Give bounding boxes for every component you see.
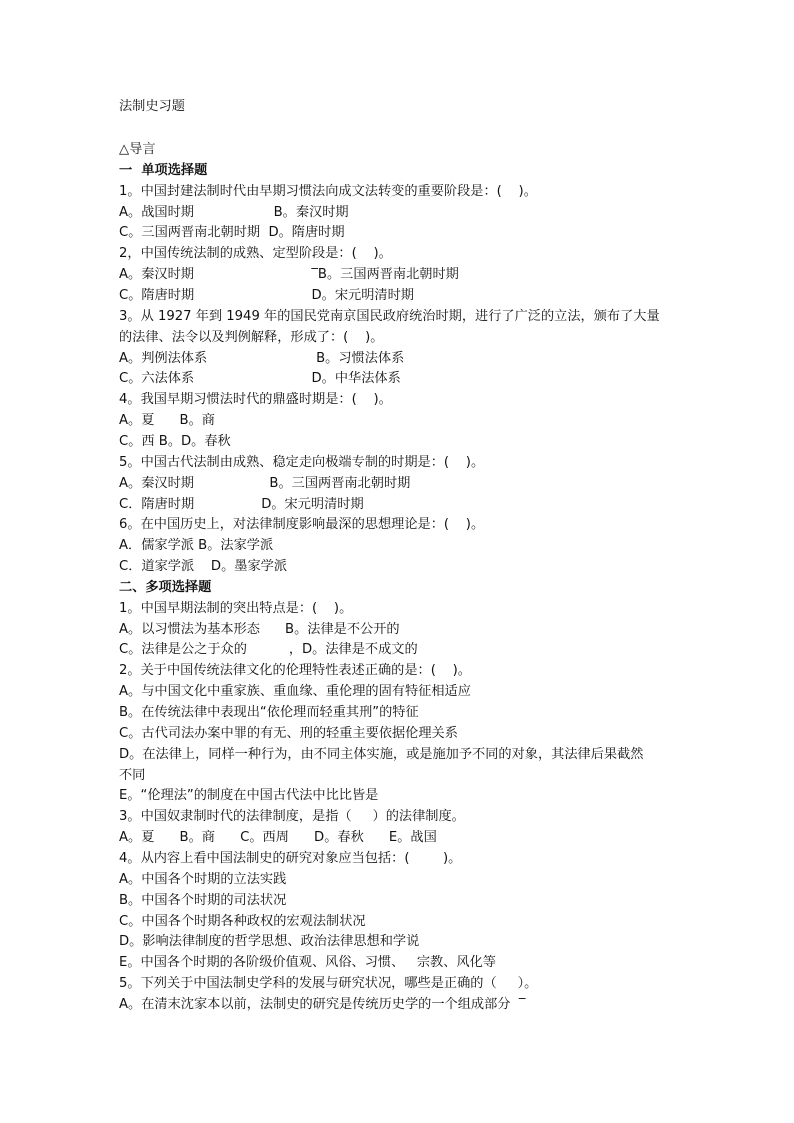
text-line: D。影响法律制度的哲学思想、政治法律思想和学说 (119, 934, 420, 950)
text-line: B。中国各个时期的司法状况 (119, 892, 287, 908)
text-line: 1。中国早期法制的突出特点是：( )。 (119, 600, 353, 616)
text-line: C。西 B。D。春秋 (119, 433, 231, 449)
text-line: A。夏 B。商 C。西周 D。春秋 E。战国 (119, 830, 437, 846)
text-line: C．隋唐时期 D。宋元明清时期 (119, 496, 364, 512)
text-line: A。以习惯法为基本形态 B。法律是不公开的 (119, 621, 400, 637)
text-line: △导言 (119, 142, 156, 157)
text-line: 2，中国传统法制的成熟、定型阶段是：( )。 (119, 246, 392, 262)
text-line: B。在传统法律中表现出“依伦理而轻重其刑”的特征 (119, 705, 419, 720)
text-line: C．道家学派 D。墨家学派 (119, 559, 288, 574)
section-heading: 一 单项选择题 (119, 162, 208, 178)
text-line: A。与中国文化中重家族、重血缘、重伦理的固有特征相适应 (119, 684, 471, 700)
text-line: 3。从 1927 年到 1949 年的国民党南京国民政府统治时期，进行了广泛的立法，颁布了大量 (119, 308, 660, 324)
text-line: 4。我国早期习惯法时代的鼎盛时期是：( )。 (119, 392, 392, 408)
text-line: 不同 (119, 767, 146, 783)
text-line: D。在法律上，同样一种行为，由不同主体实施，或是施加予不同的对象，其法律后果截然 (119, 746, 644, 762)
text-line: C。三国两晋南北朝时期 D。隋唐时期 (119, 225, 345, 241)
text-line: A。秦汉时期 ‾B。三国两晋南北朝时期 (119, 267, 459, 283)
text-line: 4。从内容上看中国法制史的研究对象应当包括：( )。 (119, 850, 462, 866)
text-line: A。中国各个时期的立法实践 (119, 871, 287, 887)
section-heading: 二、多项选择题 (119, 579, 212, 595)
text-line: A。战国时期 B。秦汉时期 (119, 204, 349, 220)
text-line: C。中国各个时期各种政权的宏观法制状况 (119, 913, 366, 929)
text-line: 2。关于中国传统法律文化的伦理特性表述正确的是：( )。 (119, 663, 471, 679)
text-line: 1。中国封建法制时代由早期习惯法向成文法转变的重要阶段是：( )。 (119, 183, 537, 199)
text-line: 5。中国古代法制由成熟、稳定走向极端专制的时期是：( )。 (119, 454, 485, 470)
text-line: 3。中国奴隶制时代的法律制度，是指（ ）的法律制度。 (119, 809, 465, 825)
text-line: A。判例法体系 B。习惯法体系 (119, 350, 405, 366)
document-title: 法制史习题 (119, 99, 185, 114)
text-line: 5。下列关于中国法制史学科的发展与研究状况，哪些是正确的（ ）。 (119, 976, 538, 991)
text-line: A。秦汉时期 B。三国两晋南北朝时期 (119, 475, 411, 491)
text-line: 6。在中国历史上，对法律制度影响最深的思想理论是：( )。 (119, 517, 485, 533)
text-line: 的法律、法令以及判例解释，形成了：( )。 (119, 329, 384, 345)
text-line: A．儒家学派 B。法家学派 (119, 538, 274, 554)
text-line: C。隋唐时期 D。宋元明清时期 (119, 288, 414, 303)
text-line: E。中国各个时期的各阶级价值观、风俗、习惯、 宗教、风化等 (119, 955, 496, 971)
text-line: C。古代司法办案中罪的有无、刑的轻重主要依据伦理关系 (119, 725, 458, 741)
text-line: A。在清末沈家本以前，法制史的研究是传统历史学的一个组成部分 ‾ (119, 996, 526, 1012)
text-line: C。法律是公之于众的 ，D。法律是不成文的 (119, 642, 418, 658)
text-line: C。六法体系 D。中华法体系 (119, 371, 401, 387)
text-line: A。夏 B。商 (119, 413, 215, 429)
text-line: E。“伦理法”的制度在中国古代法中比比皆是 (119, 788, 379, 804)
